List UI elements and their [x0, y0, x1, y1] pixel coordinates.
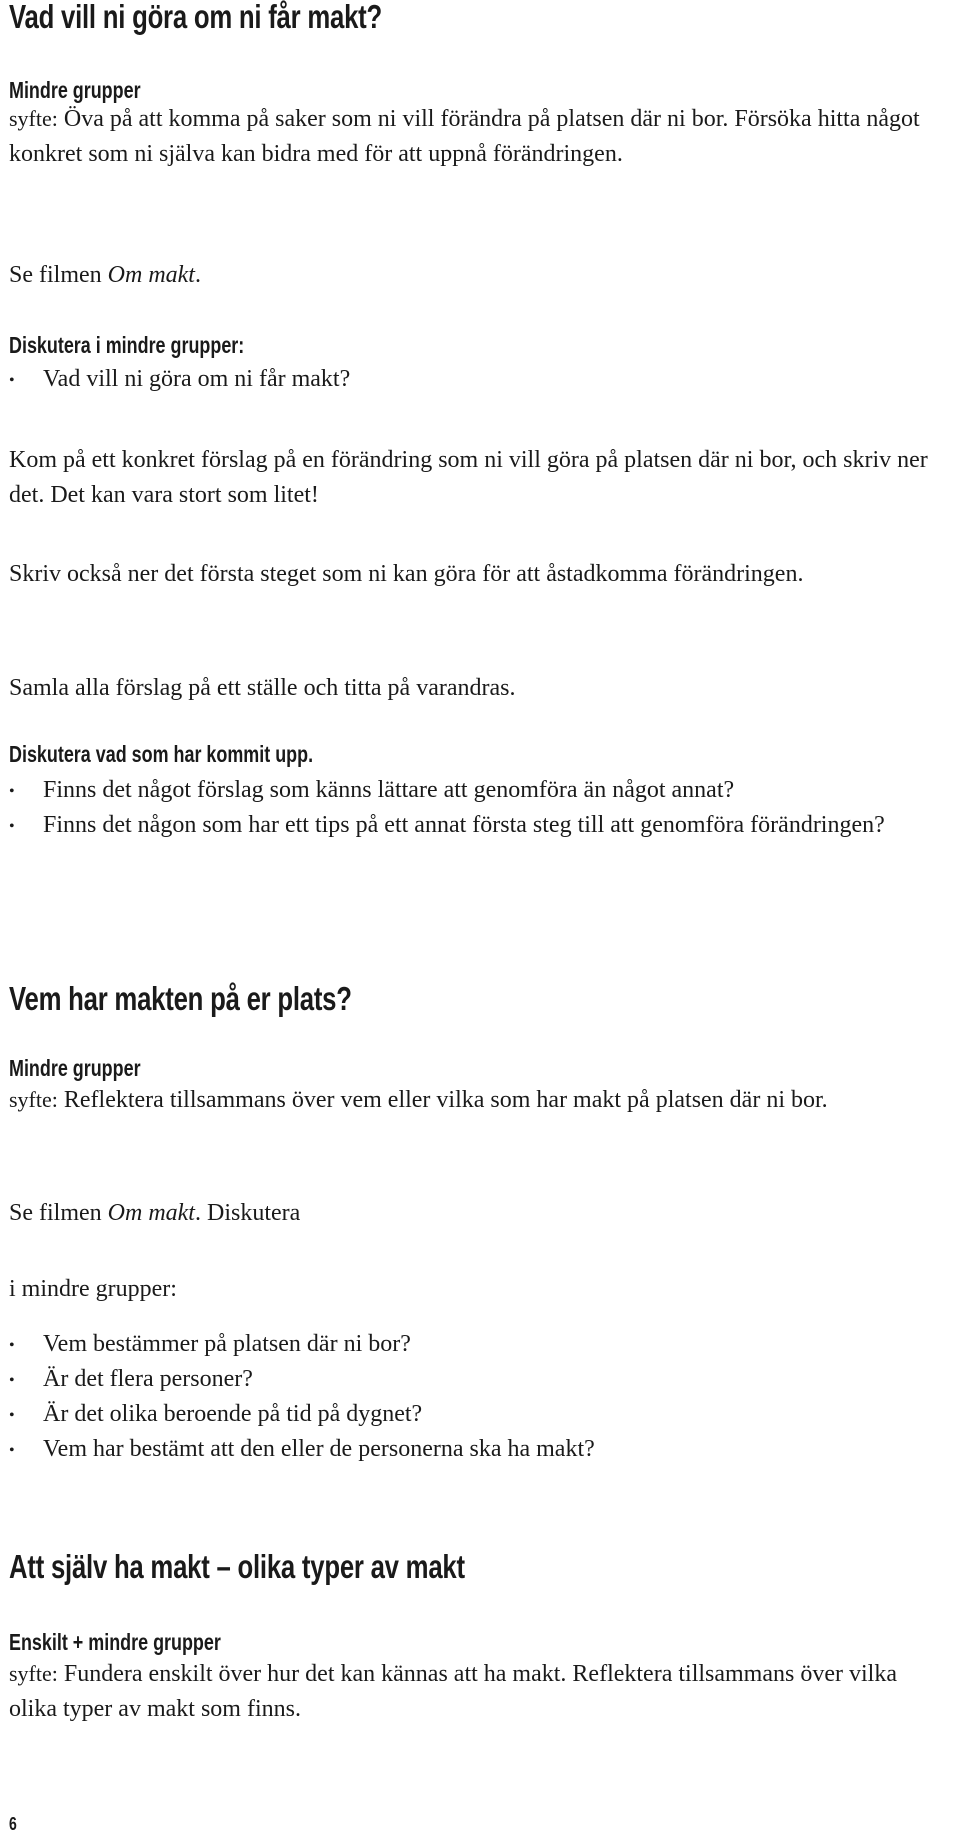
- page-number: 6: [9, 1814, 17, 1834]
- film-suffix: . Diskutera: [194, 1200, 301, 1226]
- group-type-label: Mindre grupper: [9, 77, 141, 103]
- purpose-paragraph: [9, 1656, 944, 1727]
- paragraph: Skriv också ner det första steget som ni kan göra för att åstadkomma förändringen.: [9, 561, 804, 587]
- purpose-label: syfte:: [9, 1087, 58, 1112]
- list-item: • Vad vill ni göra om ni får makt?: [9, 362, 944, 397]
- film-prefix: Se filmen: [9, 262, 108, 288]
- section-heading: Vem har makten på er plats?: [9, 980, 352, 1017]
- paragraph: Samla alla förslag på ett ställe och titta på varandras.: [9, 675, 516, 701]
- section-heading: Vad vill ni göra om ni får makt?: [9, 0, 382, 35]
- list-item: • Är det olika beroende på tid på dygnet?: [9, 1397, 944, 1432]
- discuss-heading: Diskutera i mindre grupper:: [9, 332, 245, 358]
- list-item: • Är det flera personer?: [9, 1362, 944, 1397]
- list-item: • Finns det något förslag som känns lättare att genomföra än något annat?: [9, 773, 944, 808]
- purpose-paragraph: [9, 101, 944, 172]
- purpose-text: Fundera enskilt över hur det kan kännas att ha makt. Reflektera tillsammans över vilka olika typer av makt som finns.: [9, 1661, 897, 1722]
- discuss-line: i mindre grupper:: [9, 1276, 177, 1302]
- film-reference: [9, 1196, 944, 1231]
- bullet-list-3: [9, 1327, 944, 1467]
- purpose-paragraph: [9, 1082, 944, 1118]
- list-item: • Vem bestämmer på platsen där ni bor?: [9, 1327, 944, 1362]
- group-type-label: Mindre grupper: [9, 1055, 141, 1081]
- purpose-label: syfte:: [9, 1661, 58, 1686]
- purpose-text: Öva på att komma på saker som ni vill förändra på platsen där ni bor. Försöka hitta något konkret som ni själva kan bidra med för att uppnå förändringen.: [9, 106, 920, 167]
- film-reference: [9, 258, 944, 293]
- group-type-label: Enskilt + mindre grupper: [9, 1629, 221, 1655]
- section-heading: Att själv ha makt – olika typer av makt: [9, 1548, 465, 1585]
- film-title: Om makt: [107, 1200, 195, 1226]
- discuss-heading: Diskutera vad som har kommit upp.: [9, 741, 314, 767]
- paragraph: Kom på ett konkret förslag på en förändring som ni vill göra på platsen där ni bor, och skriv ner det. Det kan vara stort som litet!: [9, 447, 928, 508]
- list-item: • Finns det någon som har ett tips på ett annat första steg till att genomföra förändringen?: [9, 808, 944, 843]
- list-item: • Vem har bestämt att den eller de personerna ska ha makt?: [9, 1432, 944, 1467]
- film-suffix: .: [194, 262, 201, 288]
- film-prefix: Se filmen: [9, 1200, 108, 1226]
- bullet-list-2: [9, 773, 944, 843]
- purpose-label: syfte:: [9, 106, 58, 131]
- purpose-text: Reflektera tillsammans över vem eller vilka som har makt på platsen där ni bor.: [63, 1087, 828, 1113]
- film-title: Om makt: [107, 262, 195, 288]
- bullet-list-1: [9, 362, 944, 397]
